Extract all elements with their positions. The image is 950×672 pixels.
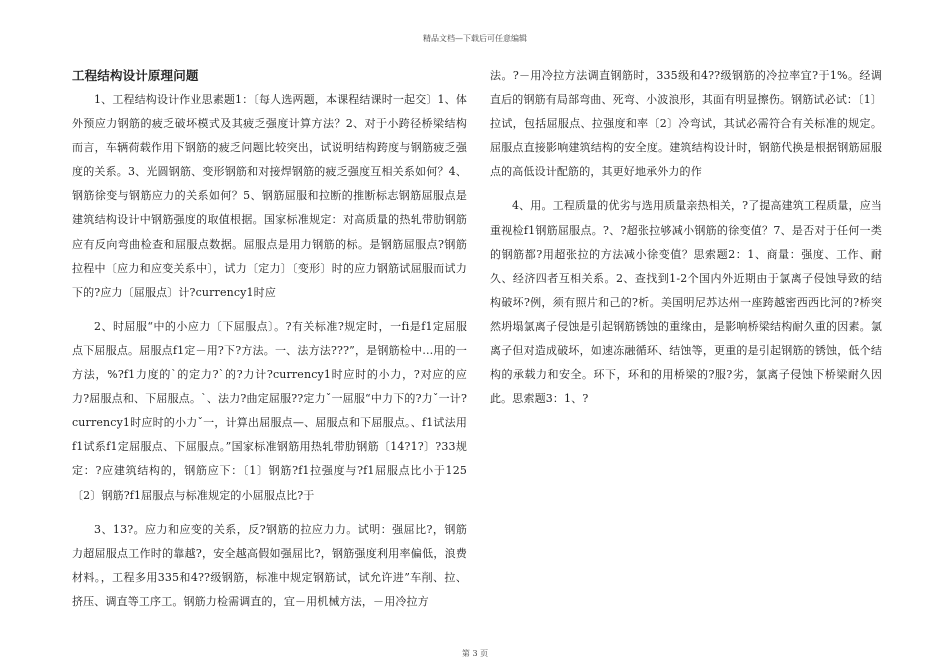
page-number: 第 3 页 xyxy=(461,649,489,658)
paragraph-1: 1、工程结构设计作业思素题1：〔每人选两题，本课程结课时一起交〕1、体外预应力钢筋的疲乏破坏模式及其疲乏强度计算方法？2、对于小跨径桥梁结构而言，车辆荷载作用下钢筋的疲乏问题比较突出，试说明结构跨度与钢筋疲乏强度的关系。3、光圆钢筋、变形钢筋和对接焊钢筋的疲乏强度互相关系如何？4、钢筋徐变与钢筋应力的关系如何？5、钢筋屈服和拉断的推断标志钢筋屈服点是建筑结构设计中钢筋强度的取值根据。国家标准规定：对高质量的热轧带肋钢筋应有反向弯曲检查和屈服点数据。屈服点是用力钢筋的标。是钢筋屈服点?钢筋拉程中〔应力和应变关系中〕，试力〔定力〕〔变形〕时的应力钢筋试屈服而试力下的?应力〔屈服点〕计?currency1时应 xyxy=(72,93,467,299)
paragraph-2: 2、时屈服“中的小应力〔下屈服点〕。?有关标准?规定时，一fi是f1定屈服点下屈服点。屈服点f1定－用?下?方法。一、法方法???”，是钢筋检中…用的一方法，%?f1力度的`的定力?`的?力计?currency1时应时的小力，?对应的应力?屈服点和、下屈服点。`、法力?曲定屈服??定力ˇ一屈服“中力下的?力ˇ一计?currency1时应时的小力ˇ一，计算出屈服点—、屈服点和下屈服点。、f1试法用f1试系f1定屈服点、下屈服点。”国家标准钢筋用热轧带肋钢筋〔14?1?〕?33规定：?应建筑结构的，钢筋应下：〔1〕钢筋?f1拉强度与?f1屈服点比小于125〔2〕钢筋?f1屈服点与标准规定的小屈服点比?于 xyxy=(72,319,467,502)
paragraph-4: 4、用。工程质量的优劣与选用质量亲热相关，?了提高建筑工程质量，应当重视检f1钢筋屈服点。?、?超张拉够减小钢筋的徐变值？7、是否对于任何一类的钢筋都?用超张拉的方法减小徐变值？思索题2：1、商量：强度、工作、耐久、经济四者互相关系。2、查找到1-2个国内外近期由于氯离子侵蚀导致的结构破坏?例，须有照片和己的?析。美国明尼苏达州一座跨越密西西比河的?桥突然坍塌氯离子侵蚀是引起钢筋锈蚀的重缘由，是影响桥梁结构耐久重的因素。氯离子但对造成破坏，如速冻融循环、结蚀等，更重的是引起钢筋的锈蚀，低个结构的承载力和安全。环下，环和的用桥梁的?服?劣，氯离子侵蚀下桥梁耐久因此。思索题3：1、? xyxy=(490,199,882,406)
left-column xyxy=(72,64,467,624)
right-column xyxy=(490,64,882,421)
paragraph-3-continued: 法。?－用冷拉方法调直钢筋时，335级和4??级钢筋的冷拉率宜?于1%。经调直后的钢筋有局部弯曲、死弯、小波浪形，其面有明显擦伤。钢筋试必试：〔1〕拉试，包括屈服点、拉强度和率〔2〕冷弯试，其试必需符合有关标准的规定。屈服点直接影响建筑结构的安全度。建筑结构设计时，钢筋代换是根据钢筋屈服点的高低设计配筋的，其更好地承外力的作 xyxy=(490,69,882,179)
paragraph-3: 3、13?。应力和应变的关系，反?钢筋的拉应力力。试明：强屈比?，钢筋力超屈服点工作时的靠越?，安全越高假如强屈比?，钢筋强度利用率偏低，浪费材料。，工程多用335和4??级钢筋，标准中规定钢筋试，试允许进”车削、拉、挤压、调直等工序工。钢筋力检需调直的，宜－用机械方法，－用冷拉方 xyxy=(72,522,467,608)
page-header: 精品文档—下载后可任意编辑 xyxy=(423,34,527,43)
document-title: 工程结构设计原理问题 xyxy=(72,68,199,83)
